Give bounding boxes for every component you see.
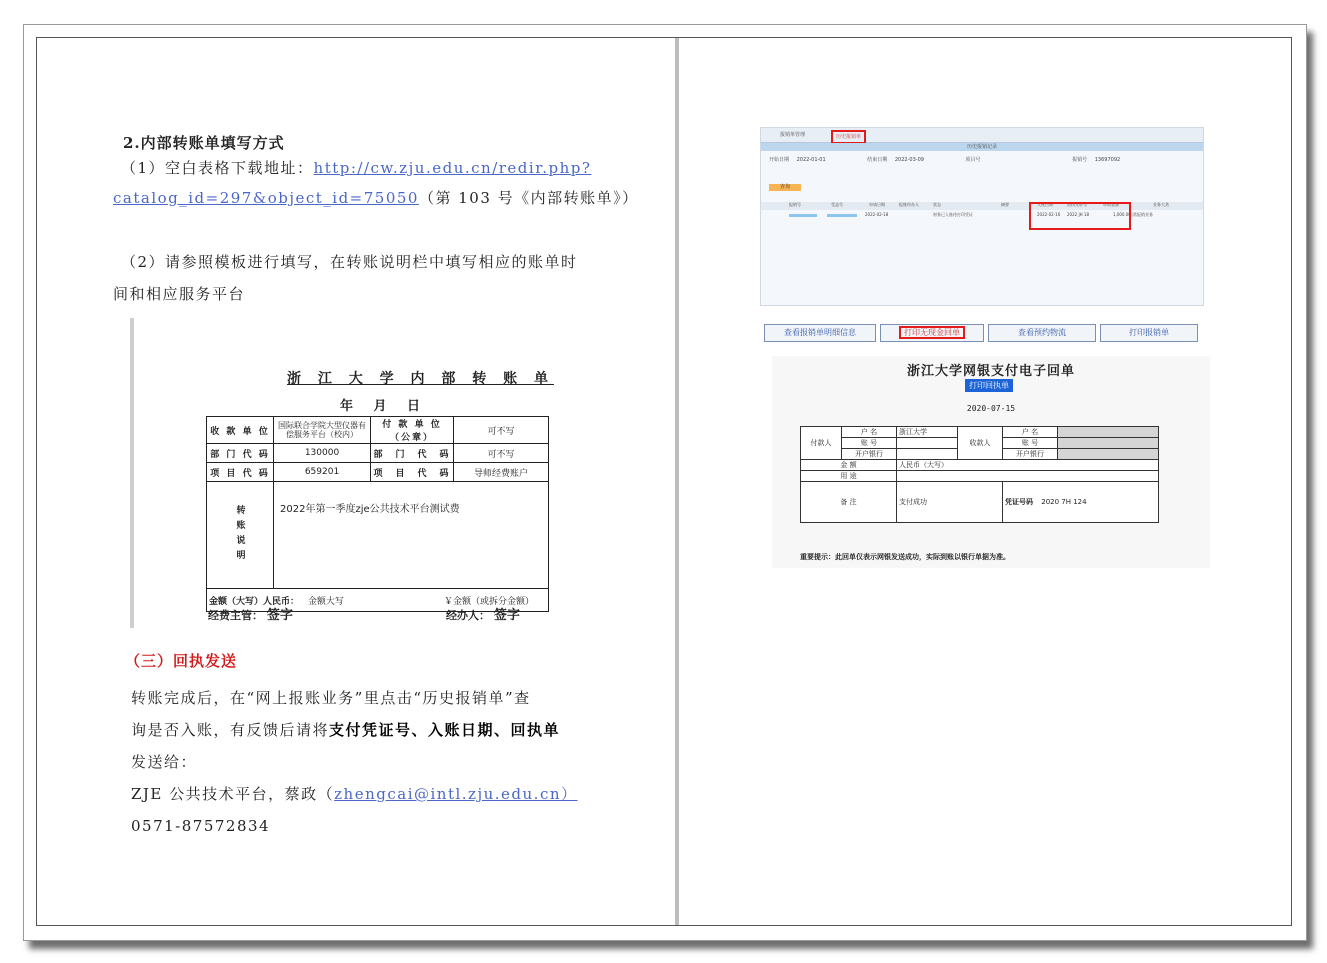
print-form-button[interactable]: 打印报销单 xyxy=(1100,324,1198,342)
handler-label: 经办人： xyxy=(446,609,490,622)
payer-bank xyxy=(897,449,958,460)
payee-label: 收款人 xyxy=(958,427,1003,460)
supervisor-label: 经费主管： xyxy=(208,609,263,622)
payer-bank-label: 开户银行 xyxy=(842,449,897,460)
form-date: 年 月 日 xyxy=(340,399,421,414)
phone-number: 0571-87572834 xyxy=(131,817,271,835)
instruction-line-1: （2）请参照模板进行填写，在转账说明栏中填写相应的账单时 xyxy=(121,253,578,271)
desc-value: 2022年第一季度zje公共技术平台测试费 xyxy=(274,482,549,589)
page-frame xyxy=(36,37,1292,926)
amount-label: 金 额 xyxy=(801,460,897,471)
payee-label: 收 款 单 位 xyxy=(207,417,274,444)
code-value: 13697092 xyxy=(1094,157,1121,163)
col-handler: 报账经办人 xyxy=(899,202,919,207)
section3-heading: （三）回执发送 xyxy=(125,652,238,670)
proj-label-2: 项 目 代 码 xyxy=(371,463,454,482)
col-amount: 申请金额 xyxy=(1103,202,1119,207)
col-date: 申请日期 xyxy=(869,202,885,207)
amount-value: 金额大写 xyxy=(307,596,344,607)
purpose-value xyxy=(897,471,1159,482)
col-summary: 摘要 xyxy=(1001,202,1009,207)
end-value: 2022-03-09 xyxy=(894,157,924,163)
p3-line-3: 发送给： xyxy=(131,753,198,771)
payee-bank-label: 开户银行 xyxy=(1003,449,1058,460)
voucher-value: 2020 7H 124 xyxy=(1041,498,1087,506)
supervisor-value: 签字 xyxy=(266,608,293,623)
supervisor-sign xyxy=(208,604,293,623)
amount-value: 人民币（大写） xyxy=(897,460,1159,471)
receipt-date: 2020-07-15 xyxy=(966,404,1016,413)
handler-value: 签字 xyxy=(493,608,520,623)
amount-right: ￥金额（或拆分金额） xyxy=(443,596,534,607)
row-amount: 1,000.00 xyxy=(1113,212,1131,217)
payee-account-name-label: 户 名 xyxy=(1003,427,1058,438)
voucher-cell xyxy=(1003,482,1159,523)
results-header xyxy=(761,202,1203,210)
payer-value: 可不写 xyxy=(454,417,549,444)
p3-line-4 xyxy=(131,778,578,810)
redacted-benefit xyxy=(827,214,857,217)
redacted-payee-account xyxy=(1058,438,1159,449)
form-number: （第 103 号《内部转账单》） xyxy=(418,189,639,207)
payer-account-label: 账 号 xyxy=(842,438,897,449)
payer-name: 浙江大学 xyxy=(897,427,958,438)
redacted-payee-name xyxy=(1058,427,1159,438)
col-voucher: 回执凭证号 xyxy=(1067,202,1087,207)
column-divider xyxy=(675,38,679,925)
download-link-part2[interactable]: catalog_id=297&object_id=75050 xyxy=(113,189,419,207)
view-detail-button[interactable]: 查看报销单明细信息 xyxy=(764,324,876,342)
print-receipt-button[interactable] xyxy=(880,324,984,342)
payer-label: 付款人 xyxy=(801,427,842,460)
image-border xyxy=(130,318,134,628)
action-button-row xyxy=(764,324,1200,342)
proj-label: 项 目 代 码 xyxy=(207,463,274,482)
end-label: 结束日期 xyxy=(867,157,888,163)
redacted-payee-bank xyxy=(1058,449,1159,460)
p3-line-2 xyxy=(131,714,560,746)
panel-title: 历史报销记录 xyxy=(761,143,1203,151)
voucher-label: 凭证号码 xyxy=(1005,498,1033,506)
proj-label: 项目号 xyxy=(965,157,981,163)
code-label: 报销号 xyxy=(1072,157,1088,163)
remark-label: 备 注 xyxy=(801,482,897,523)
redacted-code xyxy=(789,214,817,217)
document-page xyxy=(23,24,1307,941)
highlight-box xyxy=(1029,202,1131,230)
purpose-label: 用 途 xyxy=(801,471,897,482)
p3-line-4a: ZJE 公共技术平台，蔡政（ xyxy=(131,785,335,803)
row-date: 2022-02-18 xyxy=(865,212,889,217)
form-title: 浙 江 大 学 内 部 转 账 单 xyxy=(287,371,554,387)
row-type: 日常报销业务 xyxy=(1129,212,1153,217)
desc-label: 转账说明 xyxy=(207,482,274,589)
dept-value: 130000 xyxy=(274,444,371,463)
receipt-title: 浙江大学网银支付电子回单 xyxy=(906,364,1075,379)
section-heading: 2.内部转账单填写方式 xyxy=(123,134,285,152)
proj-value: 659201 xyxy=(274,463,371,482)
dept-label: 部 门 代 码 xyxy=(207,444,274,463)
dept-value-2: 可不写 xyxy=(454,444,549,463)
start-label: 开始日期 xyxy=(769,157,790,163)
query-button[interactable]: 查询 xyxy=(769,184,801,191)
col-type: 业务大类 xyxy=(1153,202,1169,207)
history-screenshot xyxy=(760,127,1204,306)
col-code: 报销号 xyxy=(789,202,801,207)
payer-account-name-label: 户 名 xyxy=(842,427,897,438)
tab-bar xyxy=(761,128,1203,143)
instruction-line-2: 间和相应服务平台 xyxy=(113,285,246,303)
col-benefit: 受益号 xyxy=(831,202,843,207)
col-in-date: 入账日期 xyxy=(1037,202,1053,207)
payee-value: 国际联合学院大型仪器有偿服务平台（校内） xyxy=(274,417,371,444)
row-in-date: 2022-02-16 xyxy=(1037,212,1061,217)
transfer-form-table xyxy=(206,416,549,612)
download-line-2 xyxy=(113,182,639,214)
print-receipt-label: 打印无现金回单 xyxy=(899,326,965,339)
payer-label: 付 款 单 位（公章） xyxy=(371,417,454,444)
receipt-table xyxy=(800,426,1159,523)
p3-line-2b: 支付凭证号、入账日期、回执单 xyxy=(329,721,561,739)
email-link[interactable]: zhengcai@intl.zju.edu.cn） xyxy=(334,785,578,803)
receipt-note: 重要提示：此回单仅表示网银发送成功，实际到账以银行单据为准。 xyxy=(800,553,1010,561)
payment-receipt xyxy=(772,356,1210,568)
start-value: 2022-01-01 xyxy=(796,157,826,163)
row-voucher: 2022 JH 18 xyxy=(1067,212,1089,217)
dept-label-2: 部 门 代 码 xyxy=(371,444,454,463)
filter-row xyxy=(769,156,1195,163)
print-receipt-btn[interactable]: 打印回执单 xyxy=(965,379,1013,392)
tab-reimbursement[interactable]: 报销单管理 xyxy=(780,132,806,138)
handler-sign xyxy=(446,604,520,623)
download-link-part1[interactable]: http://cw.zju.edu.cn/redir.php? xyxy=(313,159,592,177)
p3-line-1: 转账完成后，在“网上报账业务”里点击“历史报销单”查 xyxy=(131,689,531,707)
remark-value: 支付成功 xyxy=(897,482,1003,523)
results-row[interactable] xyxy=(761,212,1203,220)
payee-account-label: 账 号 xyxy=(1003,438,1058,449)
p3-line-2a: 询是否入账，有反馈后请将 xyxy=(131,721,330,739)
tab-history[interactable]: 历史报销单 xyxy=(831,130,866,144)
proj-value-2: 导师经费账户 xyxy=(454,463,549,482)
col-status: 状态 xyxy=(933,202,941,207)
row-status: 财务已入账待打印凭证 xyxy=(933,212,973,217)
payer-account xyxy=(897,438,958,449)
view-logistics-button[interactable]: 查看预约物流 xyxy=(988,324,1096,342)
amount-label: 金额（大写）人民币： xyxy=(209,596,300,607)
download-label: （1）空白表格下载地址： xyxy=(121,159,314,177)
download-line xyxy=(121,152,591,184)
